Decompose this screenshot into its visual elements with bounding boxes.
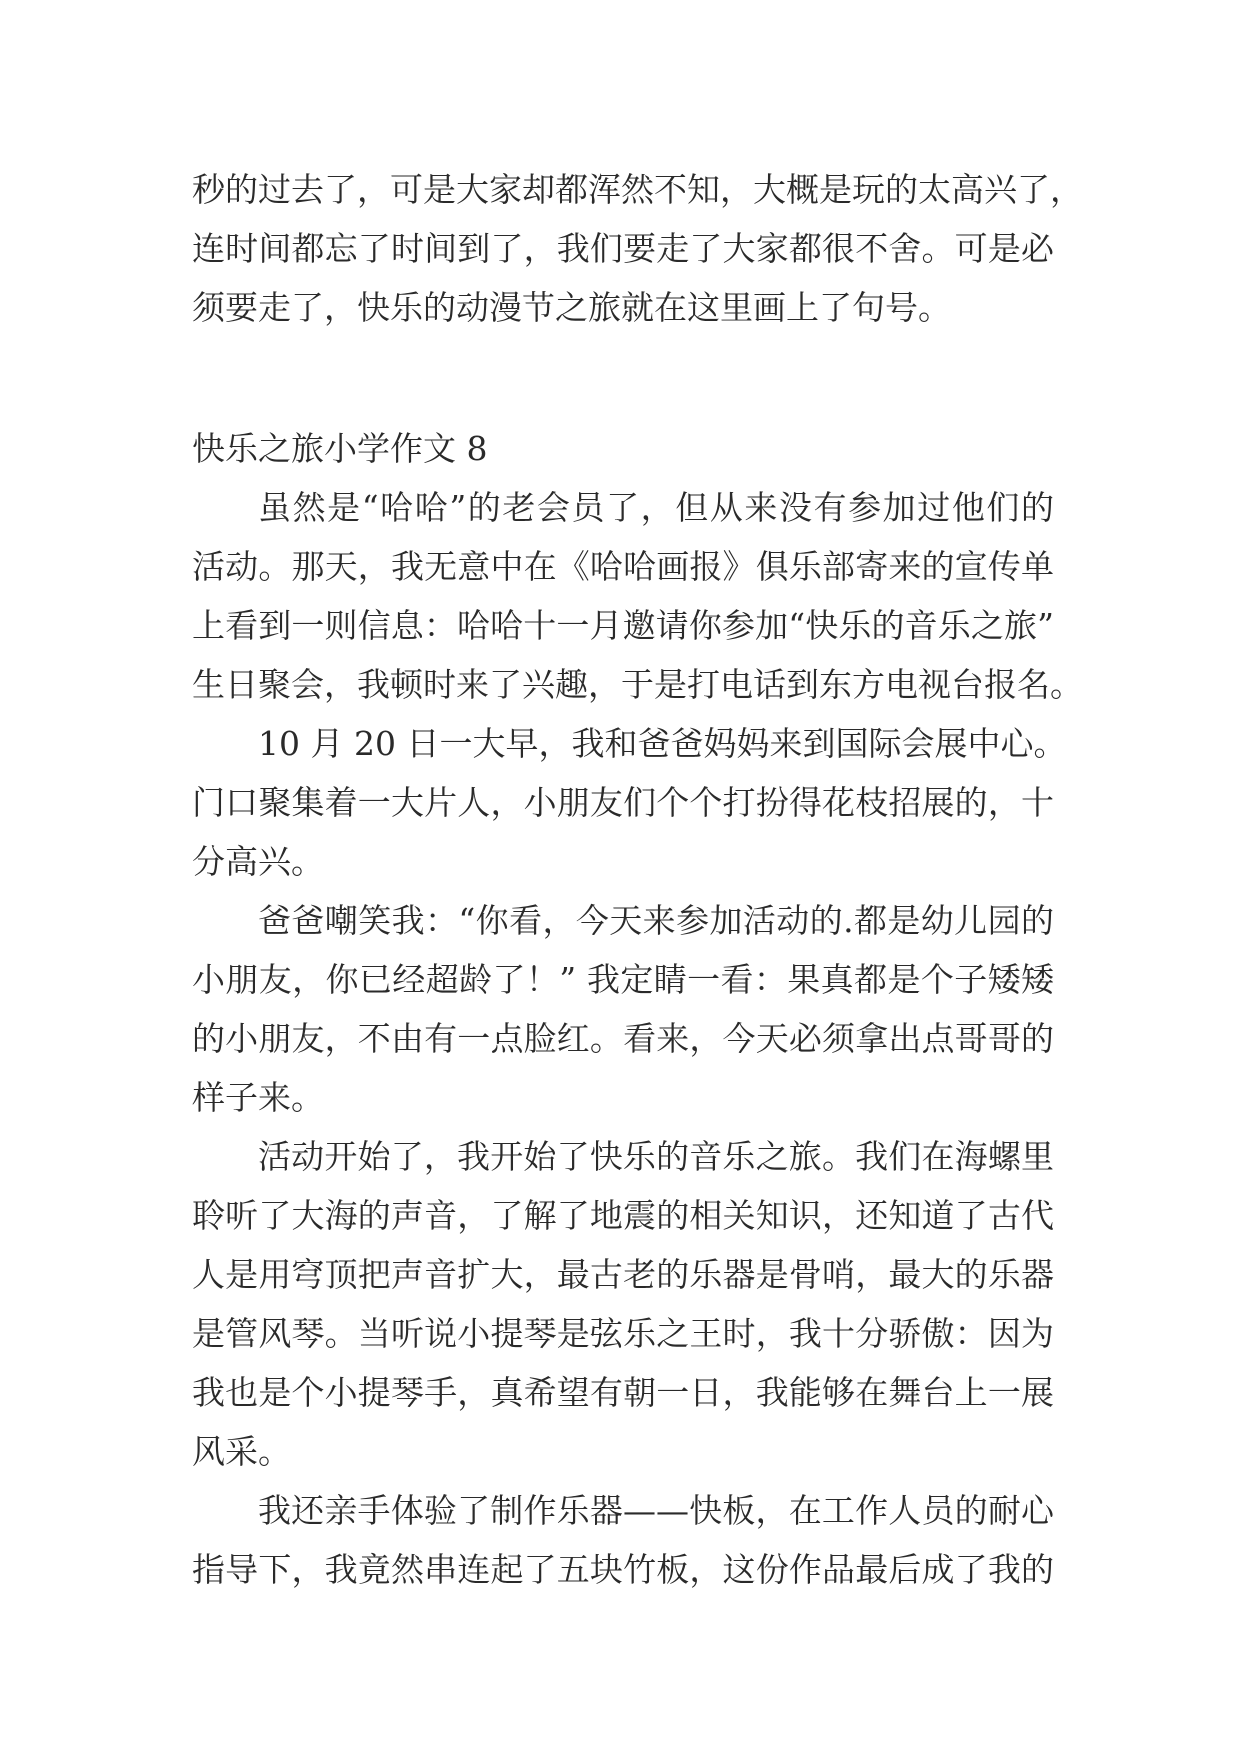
text-line: 爸爸嘲笑我：“你看，今天来参加活动的.都是幼儿园的 — [258, 901, 1054, 940]
text-line: 活动。那天，我无意中在《哈哈画报》俱乐部寄来的宣传单 — [192, 547, 1054, 586]
text-line: 我也是个小提琴手，真希望有朝一日，我能够在舞台上一展 — [192, 1373, 1054, 1412]
text-line: 10 月 20 日一大早，我和爸爸妈妈来到国际会展中心。 — [258, 724, 1067, 763]
text-line: 是管风琴。当听说小提琴是弦乐之王时，我十分骄傲：因为 — [192, 1314, 1054, 1353]
paragraph-3 — [192, 891, 1054, 1127]
text-line: 须要走了，快乐的动漫节之旅就在这里画上了句号。 — [192, 288, 951, 327]
text-line: 我还亲手体验了制作乐器——快板，在工作人员的耐心 — [258, 1491, 1054, 1530]
section-title: 快乐之旅小学作文 8 — [192, 429, 488, 468]
text-line: 门口聚集着一大片人，小朋友们个个打扮得花枝招展的，十 — [192, 783, 1054, 822]
text-line: 的小朋友，不由有一点脸红。看来，今天必须拿出点哥哥的 — [192, 1019, 1054, 1058]
text-line: 活动开始了，我开始了快乐的音乐之旅。我们在海螺里 — [258, 1137, 1054, 1176]
paragraph-4 — [192, 1127, 1054, 1481]
document-page — [192, 160, 1083, 1599]
text-line: 连时间都忘了时间到了，我们要走了大家都很不舍。可是必 — [192, 229, 1054, 268]
text-line: 样子来。 — [192, 1078, 324, 1117]
text-line: 小朋友，你已经超龄了！” 我定睛一看：果真都是个子矮矮 — [192, 960, 1054, 999]
text-line: 虽然是“哈哈”的老会员了，但从来没有参加过他们的 — [258, 488, 1054, 527]
text-line: 秒的过去了，可是大家却都浑然不知，大概是玩的太高兴了， — [192, 170, 1083, 209]
text-line: 分高兴。 — [192, 842, 324, 881]
paragraph-5 — [192, 1481, 1054, 1599]
paragraph-1 — [192, 478, 1083, 714]
text-line: 聆听了大海的声音，了解了地震的相关知识，还知道了古代 — [192, 1196, 1054, 1235]
text-line: 上看到一则信息：哈哈十一月邀请你参加“快乐的音乐之旅” — [192, 606, 1054, 645]
section-gap — [192, 337, 1054, 419]
paragraph-2 — [192, 714, 1067, 891]
text-line: 风采。 — [192, 1432, 291, 1471]
text-line: 人是用穹顶把声音扩大，最古老的乐器是骨哨，最大的乐器 — [192, 1255, 1054, 1294]
text-line: 生日聚会，我顿时来了兴趣，于是打电话到东方电视台报名。 — [192, 665, 1083, 704]
intro-paragraph — [192, 160, 1083, 337]
text-line: 指导下，我竟然串连起了五块竹板，这份作品最后成了我的 — [192, 1550, 1054, 1589]
